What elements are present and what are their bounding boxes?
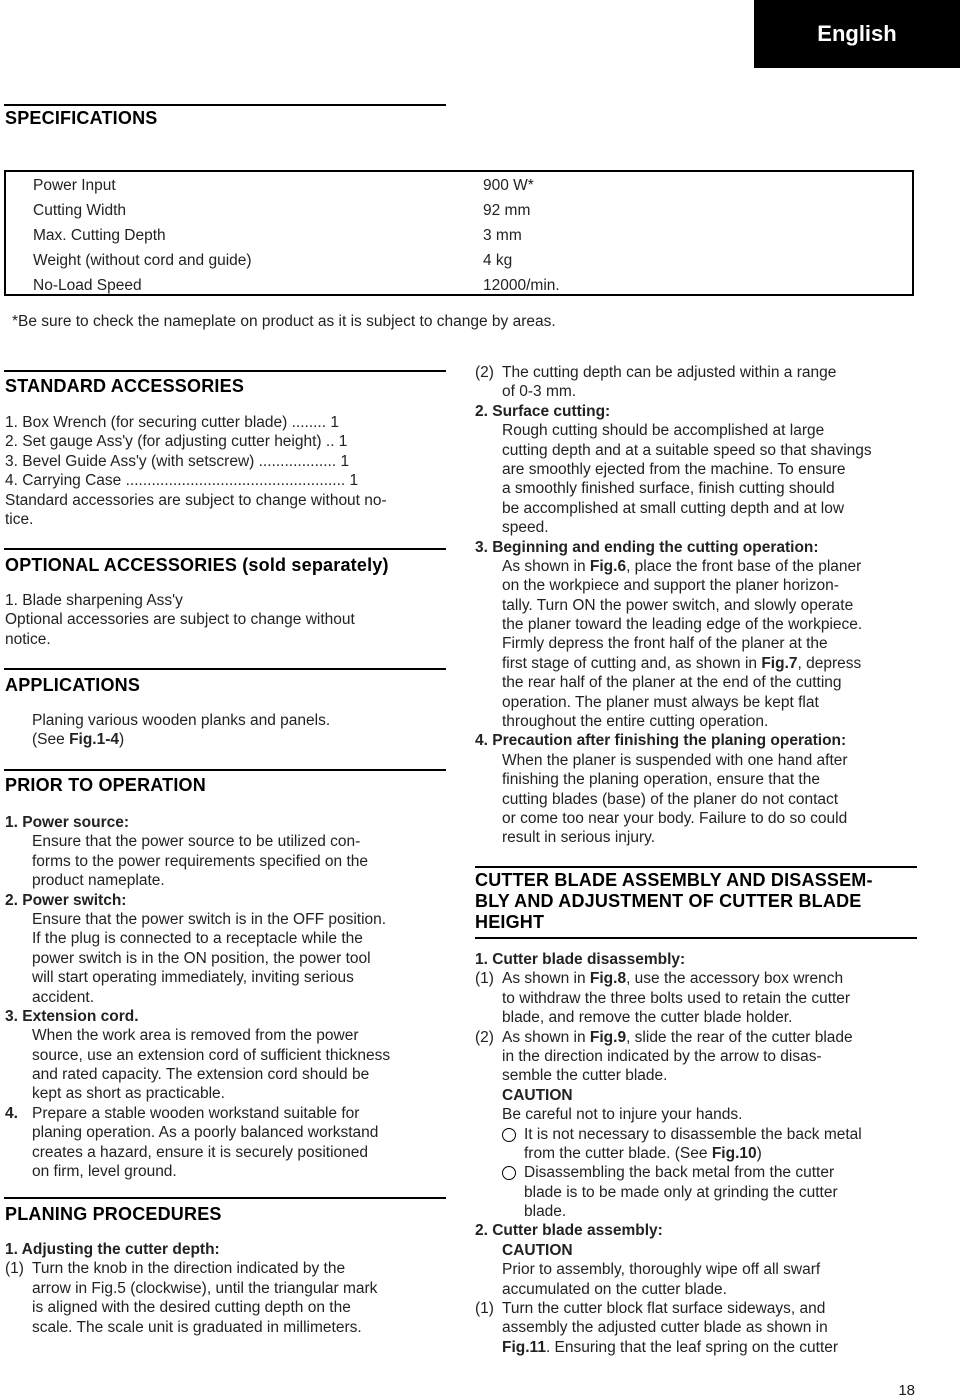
item-line: Rough cutting should be accomplished at large — [502, 422, 825, 440]
spec-label: Max. Cutting Depth — [33, 227, 166, 244]
list-item: 4. Carrying Case ................................................... 1 — [5, 472, 359, 490]
item-line: are smoothly ejected from the machine. To ensure — [502, 460, 846, 478]
item-line: kept as short as practicable. — [32, 1085, 225, 1103]
item-line: source, use an extension cord of sufficient thickness — [32, 1046, 391, 1064]
fig-ref: Fig.1-4 — [69, 731, 120, 749]
fig-ref: Fig.10 — [711, 1144, 757, 1162]
applications-title: APPLICATIONS — [5, 675, 141, 695]
spec-label: No-Load Speed — [33, 277, 142, 294]
item-line: Turn the knob in the direction indicated by the — [32, 1260, 346, 1278]
spec-label: Power Input — [33, 177, 116, 194]
specifications-rule — [4, 104, 446, 106]
item-line — [502, 969, 920, 988]
caution-text: Prior to assembly, thoroughly wipe off all swarf — [502, 1261, 821, 1279]
spec-value: 12000/min. — [483, 277, 560, 294]
text-span: (See — [32, 731, 70, 749]
specifications-title: SPECIFICATIONS — [5, 108, 158, 128]
item-heading: 2. Surface cutting: — [475, 402, 611, 420]
circle-bullet-icon — [502, 1166, 516, 1180]
spec-value: 3 mm — [483, 227, 522, 244]
item-line: semble the cutter blade. — [502, 1067, 668, 1085]
spec-value: 92 mm — [483, 202, 531, 219]
circle-bullet-icon — [502, 1128, 516, 1142]
item-line: When the planer is suspended with one hand after — [502, 751, 848, 769]
caution-text: accumulated on the cutter blade. — [502, 1280, 727, 1298]
item-line: is aligned with the desired cutting depth on the — [32, 1299, 351, 1317]
note-line: Standard accessories are subject to change without no- — [5, 491, 387, 509]
note-line: notice. — [5, 630, 51, 648]
item-line: Ensure that the power source to be utilized con- — [32, 833, 361, 851]
item-line: Prepare a stable wooden workstand suitable for — [32, 1104, 360, 1122]
list-item: 1. Box Wrench (for securing cutter blade) ........ 1 — [5, 414, 339, 431]
item-number: 4. — [5, 1104, 18, 1122]
planing-procedures-body — [5, 1240, 450, 1337]
item-heading: 1. Power source: — [5, 814, 130, 831]
list-item: 3. Bevel Guide Ass'y (with setscrew) .................. 1 — [5, 452, 350, 470]
item-line: tally. Turn ON the power switch, and slowly operate — [502, 596, 854, 614]
item-line: cutting depth and at a suitable speed so that shavings — [502, 441, 872, 459]
item-number: (2) — [475, 364, 494, 381]
item-heading: 3. Beginning and ending the cutting operation: — [475, 538, 819, 556]
prior-operation-rule — [4, 769, 446, 771]
item-heading: 4. Precaution after finishing the planing operation: — [475, 732, 847, 750]
note-line: tice. — [5, 510, 34, 528]
applications-see-fig — [32, 730, 452, 749]
item-line: will start operating immediately, inviting serious — [32, 969, 354, 987]
item-line: Ensure that the power switch is in the OFF position. — [32, 910, 387, 928]
item-heading: 3. Extension cord. — [5, 1007, 139, 1025]
item-line: result in serious injury. — [502, 829, 656, 847]
item-line — [502, 1338, 920, 1357]
cutter-blade-rule-top — [475, 866, 917, 868]
item-line: accident. — [32, 988, 95, 1006]
text-span: As shown in — [502, 557, 590, 575]
item-heading: 1. Cutter blade disassembly: — [475, 951, 686, 968]
item-line: the planer toward the leading edge of the workpiece. — [502, 616, 863, 634]
item-line — [502, 557, 920, 576]
bullet-line — [524, 1144, 920, 1163]
item-line: If the plug is connected to a receptacle while the — [32, 930, 363, 948]
fig-ref: Fig.11 — [502, 1338, 546, 1356]
spec-label: Cutting Width — [33, 202, 127, 219]
title-line: CUTTER BLADE ASSEMBLY AND DISASSEM- — [475, 870, 873, 890]
fig-ref: Fig.8 — [589, 970, 627, 988]
cutter-blade-title — [475, 870, 873, 933]
item-line: The cutting depth can be adjusted within a range — [502, 364, 837, 381]
item-line: creates a hazard, ensure it is securely positioned — [32, 1143, 369, 1161]
item-line: forms to the power requirements specified on the — [32, 852, 369, 870]
text-span: As shown in — [502, 1028, 590, 1046]
applications-line: Planing various wooden planks and panels. — [32, 712, 331, 729]
spec-label: Weight (without cord and guide) — [33, 252, 252, 269]
item-line: be accomplished at small cutting depth and at low — [502, 499, 845, 517]
page-number: 18 — [898, 1382, 915, 1399]
planing-procedures-rule — [4, 1197, 446, 1199]
text-span: first stage of cutting and, as shown in — [502, 654, 762, 672]
item-line: cutting blades (base) of the planer do not contact — [502, 790, 839, 808]
item-line: blade, and remove the cutter blade holder. — [502, 1009, 793, 1027]
item-line — [502, 1028, 920, 1047]
item-line: operation. The planer must always be kept flat — [502, 693, 819, 711]
item-line: or come too near your body. Failure to do so could — [502, 809, 848, 827]
item-line: power switch is in the ON position, the power tool — [32, 949, 371, 967]
item-line: the rear half of the planer at the end of the cutting — [502, 674, 842, 692]
note-line: Optional accessories are subject to change without — [5, 611, 355, 629]
text-span: ) — [119, 731, 125, 749]
item-line: assembly the adjusted cutter blade as shown in — [502, 1319, 828, 1337]
cutter-blade-body — [475, 950, 920, 1357]
item-line: planing operation. As a poorly balanced workstand — [32, 1124, 379, 1142]
item-line: on firm, level ground. — [32, 1163, 177, 1181]
item-line: throughout the entire cutting operation. — [502, 713, 769, 731]
item-number: (1) — [475, 970, 494, 988]
specifications-footnote: *Be sure to check the nameplate on product as it is subject to change by areas. — [12, 313, 556, 330]
item-line: to withdraw the three bolts used to retain the cutter — [502, 989, 851, 1007]
item-line — [502, 654, 920, 673]
item-line: of 0-3 mm. — [502, 383, 577, 401]
text-span: , slide the rear of the cutter blade — [626, 1028, 853, 1046]
text-span: , place the front base of the planer — [626, 557, 862, 575]
item-line: When the work area is removed from the power — [32, 1027, 359, 1045]
fig-ref: Fig.6 — [589, 557, 627, 575]
item-line: arrow in Fig.5 (clockwise), until the triangular mark — [32, 1279, 378, 1297]
item-number: (2) — [475, 1028, 494, 1046]
bullet-line: blade. — [524, 1203, 567, 1221]
standard-accessories-list — [5, 413, 447, 529]
text-span: from the cutter blade. (See — [524, 1144, 712, 1162]
item-line: product nameplate. — [32, 872, 165, 890]
caution-text: Be careful not to injure your hands. — [502, 1106, 743, 1124]
text-span: , depress — [797, 654, 862, 672]
text-span: As shown in — [502, 970, 590, 988]
bullet-line: Disassembling the back metal from the cutter — [524, 1164, 835, 1182]
item-line: on the workpiece and support the planer horizon- — [502, 577, 839, 595]
standard-accessories-rule — [4, 370, 446, 372]
fig-ref: Fig.7 — [761, 654, 798, 672]
right-column-top — [475, 363, 920, 848]
prior-operation-body — [5, 813, 450, 1181]
text-span: ) — [756, 1144, 762, 1162]
item-number: (1) — [475, 1300, 494, 1318]
cutter-blade-rule-bottom — [475, 937, 917, 939]
item-heading: 2. Cutter blade assembly: — [475, 1222, 663, 1240]
fig-ref: Fig.9 — [589, 1028, 627, 1046]
bullet-line: It is not necessary to disassemble the back metal — [524, 1125, 862, 1143]
applications-rule — [4, 668, 446, 670]
item-line: a smoothly finished surface, finish cutting should — [502, 480, 835, 498]
prior-operation-title: PRIOR TO OPERATION — [5, 775, 206, 795]
optional-accessories-list — [5, 591, 447, 649]
item-line: finishing the planing operation, ensure that the — [502, 771, 820, 789]
optional-accessories-title: OPTIONAL ACCESSORIES (sold separately) — [5, 555, 389, 575]
item-line: and rated capacity. The extension cord should be — [32, 1066, 370, 1084]
item-heading: 1. Adjusting the cutter depth: — [5, 1241, 220, 1258]
title-line: HEIGHT — [475, 912, 545, 932]
title-line: BLY AND ADJUSTMENT OF CUTTER BLADE — [475, 891, 862, 911]
optional-accessories-rule — [4, 548, 446, 550]
planing-procedures-title: PLANING PROCEDURES — [5, 1204, 222, 1224]
applications-text — [32, 711, 452, 750]
list-item: 1. Blade sharpening Ass'y — [5, 592, 183, 609]
list-item: 2. Set gauge Ass'y (for adjusting cutter height) .. 1 — [5, 433, 348, 451]
item-line: Firmly depress the front half of the planer at the — [502, 635, 828, 653]
spec-value: 4 kg — [483, 252, 513, 269]
caution-label: CAUTION — [502, 1086, 573, 1104]
text-span: . Ensuring that the leaf spring on the cutter — [545, 1338, 839, 1356]
caution-label: CAUTION — [502, 1241, 573, 1259]
item-line: scale. The scale unit is graduated in millimeters. — [32, 1318, 362, 1336]
standard-accessories-title: STANDARD ACCESSORIES — [5, 376, 245, 396]
specifications-table — [4, 170, 914, 296]
language-tab: English — [754, 0, 960, 68]
spec-value: 900 W* — [483, 177, 534, 194]
item-heading: 2. Power switch: — [5, 891, 127, 909]
item-line: Turn the cutter block flat surface sideways, and — [502, 1300, 826, 1318]
text-span: , use the accessory box wrench — [626, 970, 844, 988]
item-line: in the direction indicated by the arrow to disas- — [502, 1047, 822, 1065]
item-number: (1) — [5, 1260, 24, 1278]
item-line: speed. — [502, 519, 549, 537]
bullet-line: blade is to be made only at grinding the cutter — [524, 1183, 838, 1201]
